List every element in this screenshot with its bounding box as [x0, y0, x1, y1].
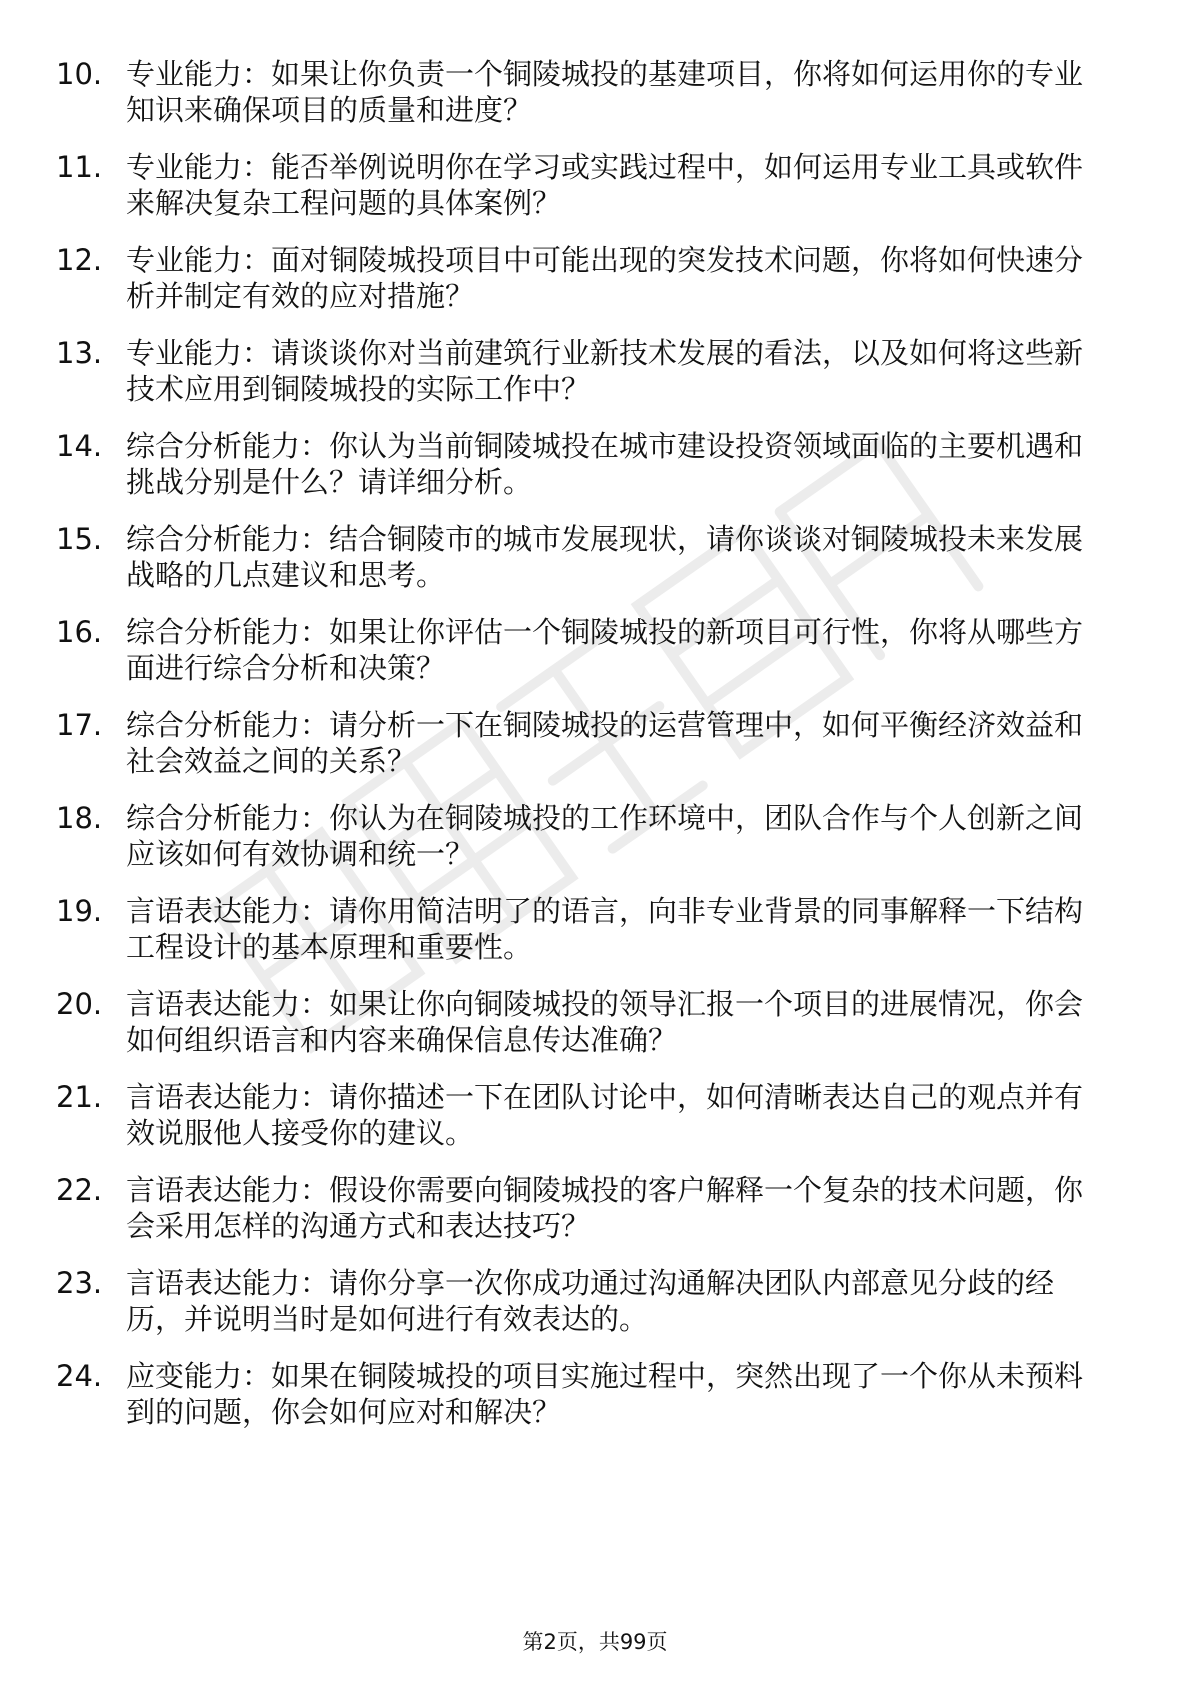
item-number: 14.: [56, 429, 103, 463]
item-text: 言语表达能力：如果让你向铜陵城投的领导汇报一个项目的进展情况，你会如何组织语言和内容来确保信息传达准确？: [126, 987, 1084, 1057]
item-text: 综合分析能力：你认为在铜陵城投的工作环境中，团队合作与个人创新之间应该如何有效协调和统一？: [126, 801, 1084, 871]
item-text: 专业能力：能否举例说明你在学习或实践过程中，如何运用专业工具或软件来解决复杂工程问题的具体案例？: [126, 150, 1084, 220]
page-footer: 第2页，共99页: [522, 1630, 668, 1654]
list-item: [56, 893, 1116, 965]
item-number: 13.: [56, 336, 103, 370]
item-number: 12.: [56, 243, 103, 277]
list-item: [56, 521, 1116, 593]
item-number: 11.: [56, 150, 103, 184]
list-item: [56, 56, 1116, 128]
item-text: 言语表达能力：请你描述一下在团队讨论中，如何清晰表达自己的观点并有效说服他人接受你的建议。: [126, 1080, 1084, 1150]
list-item: [56, 1172, 1116, 1244]
item-text: 言语表达能力：请你用简洁明了的语言，向非专业背景的同事解释一下结构工程设计的基本原理和重要性。: [126, 894, 1084, 964]
item-text: 应变能力：如果在铜陵城投的项目实施过程中，突然出现了一个你从未预料到的问题，你会如何应对和解决？: [126, 1359, 1084, 1429]
list-item: [56, 614, 1116, 686]
item-text: 言语表达能力：请你分享一次你成功通过沟通解决团队内部意见分歧的经历，并说明当时是如何进行有效表达的。: [126, 1266, 1055, 1336]
item-text: 综合分析能力：请分析一下在铜陵城投的运营管理中，如何平衡经济效益和社会效益之间的关系？: [126, 708, 1084, 778]
item-text: 专业能力：请谈谈你对当前建筑行业新技术发展的看法，以及如何将这些新技术应用到铜陵城投的实际工作中？: [126, 336, 1084, 406]
item-text: 综合分析能力：你认为当前铜陵城投在城市建设投资领域面临的主要机遇和挑战分别是什么？请详细分析。: [126, 429, 1084, 499]
item-text: 专业能力：如果让你负责一个铜陵城投的基建项目，你将如何运用你的专业知识来确保项目的质量和进度？: [126, 57, 1084, 127]
item-text: 言语表达能力：假设你需要向铜陵城投的客户解释一个复杂的技术问题，你会采用怎样的沟通方式和表达技巧？: [126, 1173, 1084, 1243]
item-number: 16.: [56, 615, 103, 649]
item-number: 22.: [56, 1173, 103, 1207]
item-number: 19.: [56, 894, 103, 928]
item-number: 24.: [56, 1359, 103, 1393]
list-item: [56, 1358, 1116, 1430]
item-number: 17.: [56, 708, 103, 742]
item-number: 18.: [56, 801, 103, 835]
item-text: 综合分析能力：结合铜陵市的城市发展现状，请你谈谈对铜陵城投未来发展战略的几点建议和思考。: [126, 522, 1084, 592]
list-item: [56, 1265, 1116, 1337]
list-item: [56, 707, 1116, 779]
item-text: 综合分析能力：如果让你评估一个铜陵城投的新项目可行性，你将从哪些方面进行综合分析和决策？: [126, 615, 1084, 685]
item-number: 21.: [56, 1080, 103, 1114]
item-number: 20.: [56, 987, 103, 1021]
item-number: 15.: [56, 522, 103, 556]
question-list: [56, 56, 1116, 1451]
list-item: [56, 1079, 1116, 1151]
list-item: [56, 149, 1116, 221]
list-item: [56, 428, 1116, 500]
item-text: 专业能力：面对铜陵城投项目中可能出现的突发技术问题，你将如何快速分析并制定有效的应对措施？: [126, 243, 1084, 313]
list-item: [56, 800, 1116, 872]
item-number: 23.: [56, 1266, 103, 1300]
list-item: [56, 335, 1116, 407]
list-item: [56, 242, 1116, 314]
item-number: 10.: [56, 57, 103, 91]
list-item: [56, 986, 1116, 1058]
